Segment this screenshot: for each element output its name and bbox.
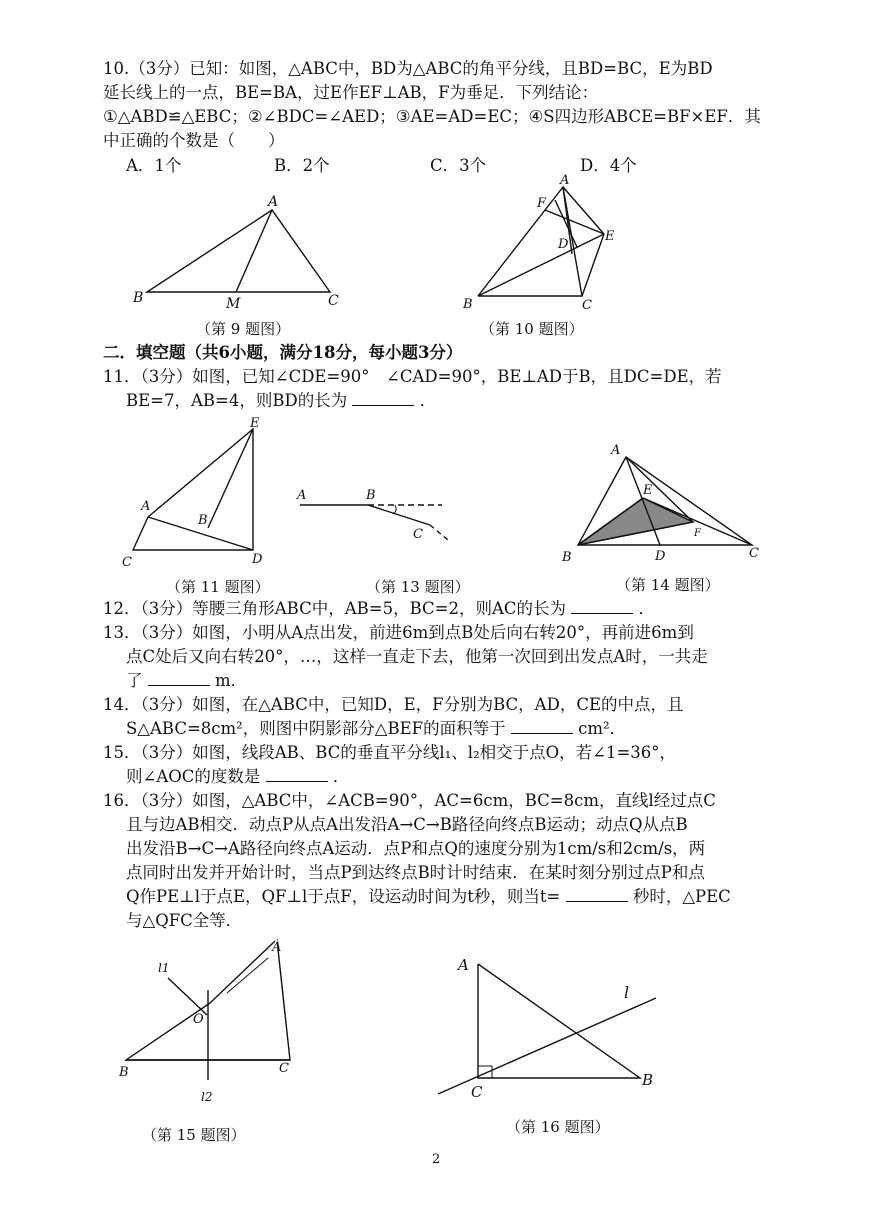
fig15-label-l1: l1 bbox=[158, 961, 170, 975]
fig10-label-d: D bbox=[558, 237, 569, 252]
q11-answer-blank[interactable] bbox=[352, 391, 414, 406]
section-2-heading: 二．填空题（共6小题，满分18分，每小题3分） bbox=[103, 343, 463, 362]
fig11-caption: （第 11 题图） bbox=[166, 578, 270, 596]
fig10-label-a: A bbox=[560, 173, 570, 188]
q16-text: Q作PE⊥l于点E，QF⊥l于点F，设运动时间为t秒，则当t= bbox=[126, 887, 561, 906]
fig15-label-o: O bbox=[193, 1012, 204, 1027]
fig11-label-c: C bbox=[122, 555, 132, 570]
q12-end: ． bbox=[638, 599, 655, 618]
fig15-caption: （第 15 题图） bbox=[142, 1126, 246, 1144]
fig9-label-m: M bbox=[226, 296, 241, 312]
q13-line2: 点C处后又向右转20°，…，这样一直走下去，他第一次回到出发点A时，一共走 bbox=[126, 647, 708, 666]
fig11-label-a: A bbox=[141, 499, 151, 514]
q16-line5 bbox=[126, 886, 731, 908]
q11-line2 bbox=[126, 390, 436, 412]
q13-line1: 13．（3分）如图，小明从A点出发，前进6m到点B处后向右转20°，再前进6m到 bbox=[103, 623, 694, 642]
fig16-caption: （第 16 题图） bbox=[506, 1118, 610, 1136]
q10-line4: 中正确的个数是（ ） bbox=[103, 131, 285, 150]
fig15-label-a: A bbox=[272, 940, 282, 955]
fig10-label-e: E bbox=[605, 229, 615, 244]
q12-answer-blank[interactable] bbox=[571, 599, 633, 614]
figure-13 bbox=[300, 505, 448, 540]
q13-line3 bbox=[126, 670, 247, 692]
fig13-label-a: A bbox=[297, 488, 307, 503]
q10-line2: 延长线上的一点，BE=BA，过E作EF⊥AB，F为垂足．下列结论： bbox=[103, 83, 599, 102]
fig13-label-b: B bbox=[366, 488, 376, 503]
q16-answer-blank[interactable] bbox=[566, 887, 628, 902]
q10-option-a[interactable]: A．1个 bbox=[126, 156, 182, 175]
fig13-label-c: C bbox=[413, 527, 423, 542]
q11-text: BE=7，AB=4，则BD的长为 bbox=[126, 391, 348, 410]
q13-answer-blank[interactable] bbox=[148, 671, 210, 686]
q10-option-c[interactable]: C．3个 bbox=[430, 156, 487, 175]
q16-line1: 16．（3分）如图，△ABC中，∠ACB=90°，AC=6cm，BC=8cm，直线l经过点C bbox=[103, 791, 716, 810]
fig10-label-f: F bbox=[537, 196, 547, 211]
fig15-label-b: B bbox=[119, 1065, 129, 1080]
q15-answer-blank[interactable] bbox=[266, 767, 328, 782]
fig16-label-a: A bbox=[458, 956, 469, 974]
q16-line3: 出发沿B→C→A路径向终点A运动．点P和点Q的速度分别为1cm/s和2cm/s，两 bbox=[126, 839, 706, 858]
figure-14 bbox=[578, 457, 752, 545]
q10-line3: ①△ABD≌△EBC；②∠BDC=∠AED；③AE=AD=EC；④S四边形ABCE=BF×EF．其 bbox=[103, 107, 761, 126]
q15-end: ． bbox=[332, 767, 350, 786]
fig14-label-e: E bbox=[643, 483, 653, 498]
q14-unit: cm²． bbox=[578, 719, 627, 738]
fig14-label-b: B bbox=[562, 550, 572, 565]
q10-option-d[interactable]: D．4个 bbox=[580, 156, 637, 175]
fig14-label-d: D bbox=[655, 549, 666, 564]
fig9-label-a: A bbox=[268, 194, 279, 210]
fig14-label-a: A bbox=[611, 443, 621, 458]
fig14-label-c: C bbox=[749, 546, 759, 561]
fig14-caption: （第 14 题图） bbox=[616, 576, 720, 594]
q14-line1: 14．（3分）如图，在△ABC中，已知D，E，F分别为BC，AD，CE的中点，且 bbox=[103, 695, 684, 714]
fig16-label-c: C bbox=[471, 1083, 483, 1101]
q14-text: S△ABC=8cm²，则图中阴影部分△BEF的面积等于 bbox=[126, 719, 506, 738]
fig9-label-b: B bbox=[133, 290, 144, 306]
fig15-label-c: C bbox=[279, 1061, 289, 1076]
figure-15 bbox=[126, 940, 290, 1080]
fig10-caption: （第 10 题图） bbox=[480, 320, 584, 338]
fig10-label-c: C bbox=[582, 298, 592, 313]
fig13-caption: （第 13 题图） bbox=[366, 578, 470, 596]
fig16-label-l: l bbox=[624, 983, 630, 1002]
q16-line2: 且与边AB相交．动点P从点A出发沿A→C→B路径向终点B运动；动点Q从点B bbox=[126, 815, 688, 834]
q11-line1: 11．（3分）如图，已知∠CDE=90° ∠CAD=90°，BE⊥AD于B，且DC=DE，若 bbox=[103, 367, 722, 386]
q15-line1: 15．（3分）如图，线段AB、BC的垂直平分线l₁、l₂相交于点O，若∠1=36°， bbox=[103, 743, 677, 762]
fig11-label-b: B bbox=[198, 513, 208, 528]
q13-text: 了 bbox=[126, 671, 143, 690]
q16-line6: 与△QFC全等． bbox=[126, 911, 243, 930]
q14-line2 bbox=[126, 718, 626, 740]
fig9-caption: （第 9 题图） bbox=[196, 320, 291, 338]
fig14-label-f: F bbox=[694, 528, 701, 539]
fig11-label-e: E bbox=[250, 416, 260, 431]
q10-line1: 10.（3分）已知：如图，△ABC中，BD为△ABC的角平分线，且BD=BC，E为BD bbox=[103, 59, 713, 78]
q11-end: ． bbox=[419, 391, 437, 410]
q14-answer-blank[interactable] bbox=[511, 719, 573, 734]
q12-text: 12．（3分）等腰三角形ABC中，AB=5，BC=2，则AC的长为 bbox=[103, 599, 566, 618]
q10-option-b[interactable]: B．2个 bbox=[274, 156, 330, 175]
figure-11 bbox=[133, 429, 253, 550]
fig11-label-d: D bbox=[252, 552, 263, 567]
q16-text-tail: 秒时，△PEC bbox=[632, 887, 731, 906]
q13-unit: m． bbox=[215, 671, 248, 690]
q12-line bbox=[103, 598, 655, 620]
q15-text: 则∠AOC的度数是 bbox=[126, 767, 261, 786]
page-number: 2 bbox=[432, 1152, 441, 1167]
q15-line2 bbox=[126, 766, 349, 788]
fig10-label-b: B bbox=[463, 297, 473, 312]
figure-9 bbox=[147, 210, 330, 292]
fig16-label-b: B bbox=[642, 1071, 654, 1089]
fig15-label-l2: l2 bbox=[201, 1090, 213, 1104]
fig9-label-c: C bbox=[328, 293, 339, 309]
q16-line4: 点同时出发并开始计时，当点P到达终点B时计时结束．在某时刻分别过点P和点 bbox=[126, 863, 705, 882]
